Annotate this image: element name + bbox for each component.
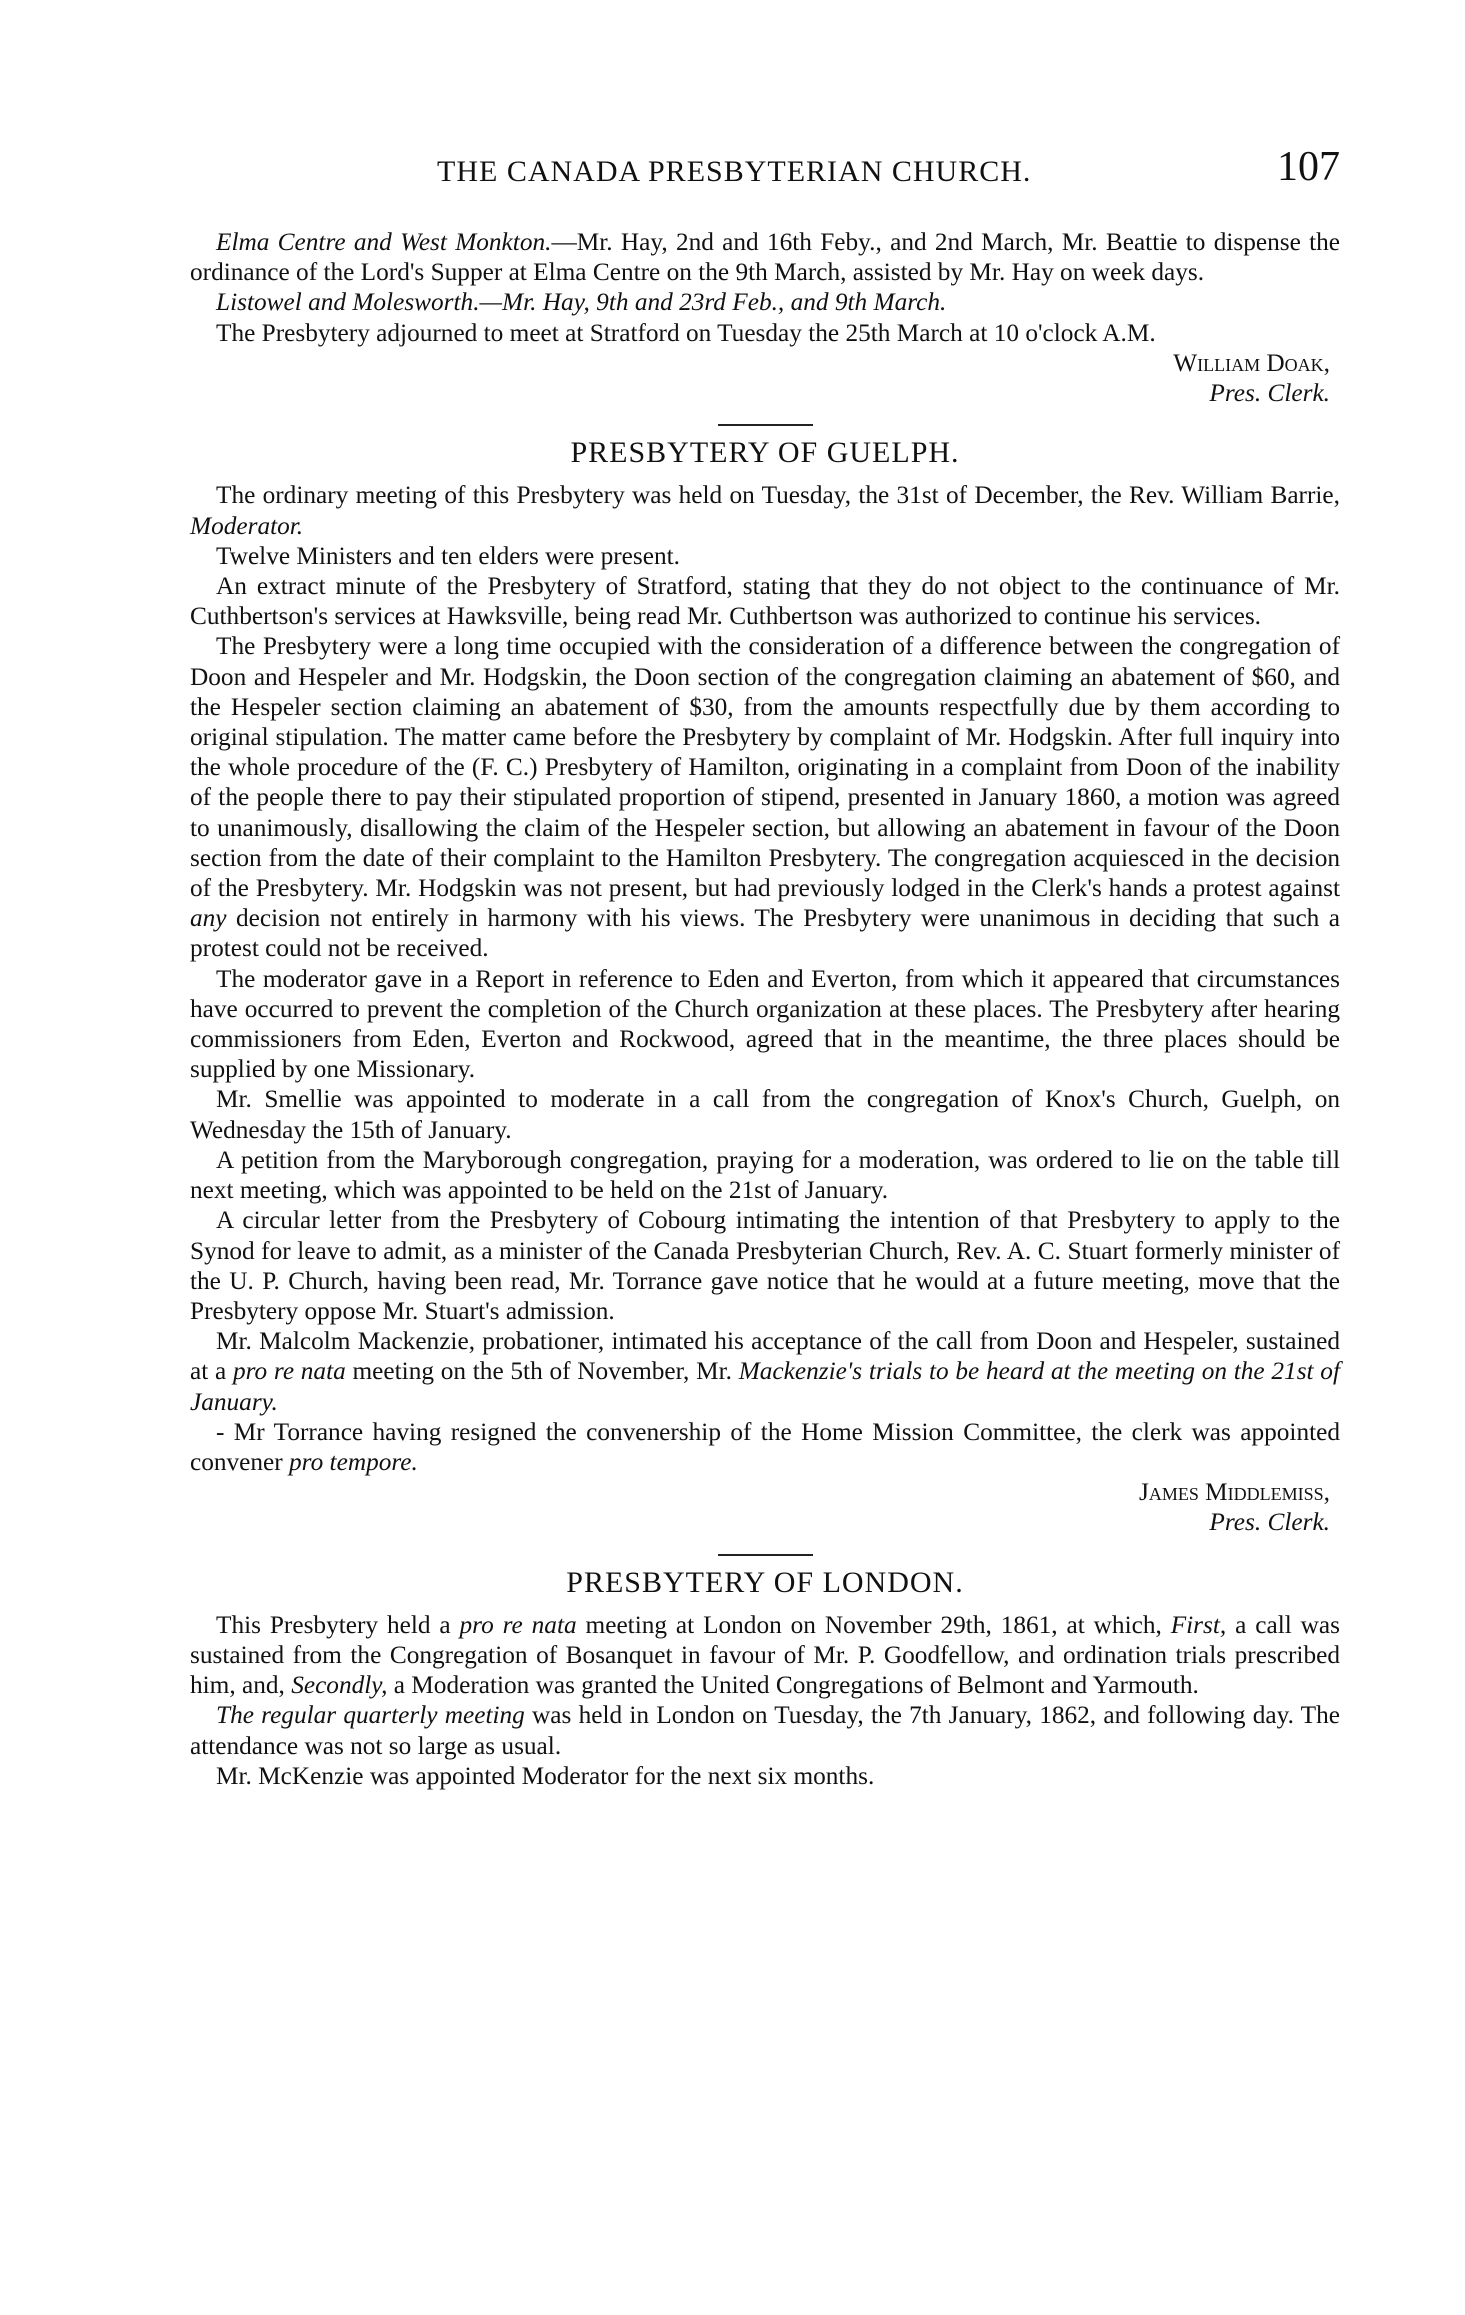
page-header	[190, 143, 1340, 203]
italic-text: pro tempore.	[289, 1447, 418, 1476]
paragraph-elma	[190, 227, 1340, 287]
page-number: 107	[1277, 144, 1340, 190]
paragraph-text: The ordinary meeting of this Presbytery was held on Tuesday, the 31st of December, the Rev. William Barrie,	[216, 481, 1340, 510]
page-body	[190, 227, 1340, 1791]
italic-text: pro re nata	[232, 1357, 346, 1386]
paragraph	[190, 631, 1340, 963]
paragraph: An extract minute of the Presbytery of Stratford, stating that they do not object to the continuance of Mr. Cuthbertson's services at Hawksville, being read Mr. Cuthbertson was authorized to continue his services.	[190, 572, 1340, 631]
signature-role: Pres. Clerk.	[1209, 1508, 1330, 1537]
paragraph: Twelve Ministers and ten elders were present.	[216, 541, 680, 570]
signature-name: William Doak,	[1173, 348, 1330, 377]
section-divider	[718, 424, 813, 426]
italic-text: pro re nata	[459, 1610, 577, 1639]
paragraph	[190, 1326, 1340, 1417]
signature-name: James Middlemiss,	[1139, 1478, 1330, 1507]
paragraph: The moderator gave in a Report in reference to Eden and Everton, from which it appeared that circumstances have occurred to prevent the completion of the Church organization at these places. The Presbytery after hearing commissioners from Eden, Everton and Rockwood, agreed that in the meantime, the three places should be supplied by one Missionary.	[190, 964, 1340, 1084]
section-heading-london: PRESBYTERY OF LONDON.	[566, 1565, 964, 1599]
italic-text: Moderator.	[190, 511, 304, 540]
italic-text: Mackenzie's trials to be heard at the meeting on the 21st of January.	[190, 1357, 1340, 1416]
paragraph	[190, 1417, 1340, 1477]
paragraph: A circular letter from the Presbytery of Cobourg intimating the intention of that Presbytery to apply to the Synod for leave to admit, as a minister of the Canada Presbyterian Church, Rev. A. C. Stuart formerly minister of the U. P. Church, having been read, Mr. Torrance gave notice that he would at a future meeting, move that the Presbytery oppose Mr. Stuart's admission.	[190, 1206, 1340, 1325]
section-divider	[718, 1554, 813, 1556]
signature-role: Pres. Clerk.	[1209, 379, 1330, 408]
paragraph-text: a call was sustained from the Congregation of Bosanquet in favour of Mr. P. Goodfellow, and ordination trials prescribed him, and,	[190, 1610, 1340, 1700]
italic-text: Secondly,	[291, 1671, 388, 1700]
section-heading-guelph: PRESBYTERY OF GUELPH.	[570, 436, 960, 470]
italic-text: any	[190, 904, 227, 933]
italic-text: First,	[1170, 1610, 1227, 1639]
paragraph-text: was held in London on Tuesday, the 7th January, 1862, and following day. The attendance was not so large as usual.	[190, 1701, 1340, 1760]
paragraph-text: —Mr. Hay, 2nd and 16th Feby., and 2nd March, Mr. Beattie to dispense the ordinance of the Lord's Supper at Elma Centre on the 9th March, assisted by Mr. Hay on week days.	[190, 228, 1341, 287]
paragraph-listowel	[190, 287, 1340, 317]
paragraph-text: - Mr Torrance having resigned the convenership of the Home Mission Committee, the clerk was appointed convener	[190, 1417, 1340, 1476]
paragraph-text: decision not entirely in harmony with his views. The Presbytery were unanimous in deciding that such a protest could not be received.	[190, 904, 1340, 963]
station-label: Elma Centre and West Monkton.	[216, 228, 552, 256]
paragraph-text: meeting at London on November 29th, 1861, at which,	[576, 1610, 1171, 1639]
paragraph: Mr. McKenzie was appointed Moderator for the next six months.	[216, 1761, 875, 1790]
paragraph: A petition from the Maryborough congregation, praying for a moderation, was ordered to lie on the table till next meeting, which was appointed to be held on the 21st of January.	[190, 1145, 1340, 1205]
paragraph-text: Mr. Malcolm Mackenzie, probationer, intimated his acceptance of the call from Doon and Hespeler, sustained at a	[190, 1327, 1340, 1386]
paragraph-text: a Moderation was granted the United Congregations of Belmont and Yarmouth.	[387, 1671, 1199, 1700]
running-title: THE CANADA PRESBYTERIAN CHURCH.	[437, 155, 1032, 188]
station-label: Listowel and Molesworth.	[216, 288, 480, 317]
paragraph	[190, 1610, 1340, 1701]
paragraph-text: This Presbytery held a	[216, 1610, 460, 1639]
paragraph-text: meeting on the 5th of November, Mr.	[345, 1357, 739, 1386]
paragraph-text: —Mr. Hay, 9th and 23rd Feb., and 9th March.	[479, 288, 947, 317]
paragraph	[190, 1700, 1340, 1760]
paragraph-text: The Presbytery were a long time occupied with the consideration of a difference between the congregation of Doon and Hespeler and Mr. Hodgskin, the Doon section of the congregation claiming an abatement of $60, and the Hespeler section claiming an abatement of $30, from the amounts respectfully due by them according to original stipulation. The matter came before the Presbytery by complaint of Mr. Hodgskin. After full inquiry into the whole procedure of the (F. C.) Presbytery of Hamilton, originating in a complaint from Doon of the inability of the people there to pay their stipulated proportion of stipend, presented in January 1860, a motion was agreed to unanimously, disallowing the claim of the Hespeler section, but allowing an abatement in favour of the Doon section from the date of their complaint to the Hamilton Presbytery. The congregation acquiesced in the decision of the Presbytery. Mr. Hodgskin was not present, but had previously lodged in the Clerk's hands a protest against	[190, 632, 1340, 903]
paragraph	[190, 480, 1340, 540]
paragraph-adjourn: The Presbytery adjourned to meet at Stratford on Tuesday the 25th March at 10 o'clock A.M.	[216, 318, 1156, 347]
paragraph: Mr. Smellie was appointed to moderate in a call from the congregation of Knox's Church, Guelph, on Wednesday the 15th of January.	[190, 1085, 1340, 1144]
italic-text: The regular quarterly meeting	[216, 1701, 525, 1730]
